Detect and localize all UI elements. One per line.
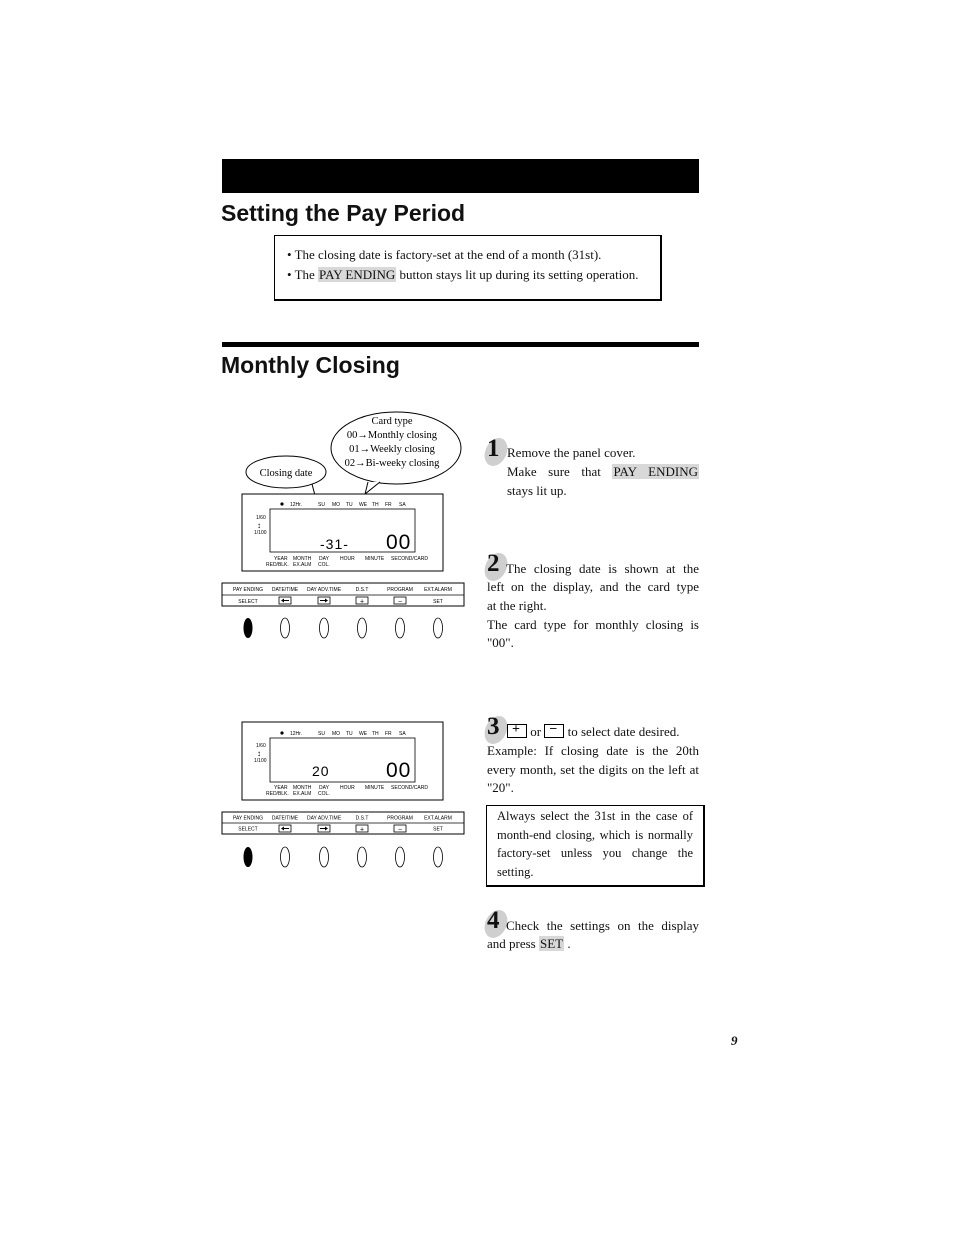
svg-text:1/100: 1/100 bbox=[254, 758, 267, 764]
svg-text:WE: WE bbox=[359, 502, 368, 508]
tip-box bbox=[486, 805, 705, 887]
svg-text:EXT.ALARM: EXT.ALARM bbox=[424, 587, 452, 593]
step-2-line-3: at the right. bbox=[487, 598, 547, 613]
step-2-line-5: "00". bbox=[487, 635, 514, 650]
svg-text:SU: SU bbox=[318, 502, 325, 508]
section-rule bbox=[222, 342, 699, 347]
lcd-left-value-2: 20 bbox=[312, 763, 330, 779]
svg-text:TU: TU bbox=[346, 502, 353, 508]
svg-text:DATE/TIME: DATE/TIME bbox=[271, 587, 299, 593]
card-type-line-4: 02→Bi-weeky closing bbox=[344, 458, 440, 469]
step-1-line-1: Remove the panel cover. bbox=[507, 445, 636, 460]
svg-text:TU: TU bbox=[346, 731, 353, 737]
header-bar bbox=[222, 159, 699, 193]
svg-text:SECOND/CARD: SECOND/CARD bbox=[391, 785, 428, 791]
svg-text:−: − bbox=[397, 598, 403, 606]
step-1-line-2: Make sure that PAY ENDING bbox=[507, 464, 698, 479]
step-2-number: 2 bbox=[487, 550, 500, 577]
svg-text:HOUR: HOUR bbox=[340, 785, 355, 791]
lcd-right-value-2: 00 bbox=[386, 759, 412, 782]
svg-text:YEAR: YEAR bbox=[274, 785, 288, 791]
step-4-number: 4 bbox=[487, 907, 500, 934]
svg-text:DAY: DAY bbox=[319, 556, 329, 562]
svg-text:1/60: 1/60 bbox=[256, 743, 266, 749]
svg-text:HOUR: HOUR bbox=[340, 556, 355, 562]
svg-text:WE: WE bbox=[359, 731, 368, 737]
svg-text:SA: SA bbox=[399, 502, 406, 508]
svg-text:FR: FR bbox=[385, 731, 392, 737]
tip-text: Always select the 31st in the case of month-end closing, which is normally factory-set unless you change the setting. bbox=[497, 809, 693, 879]
svg-text:↕: ↕ bbox=[257, 749, 261, 758]
svg-text:MONTH: MONTH bbox=[293, 785, 312, 791]
svg-text:12Hr.: 12Hr. bbox=[290, 502, 302, 508]
svg-text:1/60: 1/60 bbox=[256, 515, 266, 521]
section-title: Setting the Pay Period bbox=[221, 200, 466, 226]
step-3-number: 3 bbox=[487, 713, 500, 740]
svg-text:DAY: DAY bbox=[319, 785, 329, 791]
step-1-number: 1 bbox=[487, 435, 500, 462]
step-4-line-2: and press SET . bbox=[487, 936, 571, 951]
card-type-line-2: 00→Monthly closing bbox=[346, 430, 438, 441]
svg-text:COL.: COL. bbox=[318, 791, 330, 797]
svg-text:PROGRAM: PROGRAM bbox=[387, 815, 413, 822]
svg-text:TH: TH bbox=[372, 502, 379, 508]
svg-text:SELECT: SELECT bbox=[238, 599, 258, 605]
step-4-line-1: Check the settings on the display bbox=[506, 918, 699, 933]
svg-text:1/100: 1/100 bbox=[254, 530, 267, 536]
svg-text:SA: SA bbox=[399, 731, 406, 737]
diagram-2 bbox=[220, 714, 470, 874]
step-3-line-3: every month, set the digits on the left at bbox=[487, 762, 699, 777]
svg-text:D.S.T: D.S.T bbox=[355, 815, 369, 822]
up-down-arrow: ↕ bbox=[257, 521, 261, 530]
diagram-1 bbox=[220, 408, 470, 648]
plus-key-inline: + bbox=[507, 724, 527, 738]
svg-text:EX.ALM: EX.ALM bbox=[293, 791, 312, 797]
svg-text:MINUTE: MINUTE bbox=[365, 556, 385, 562]
svg-text:12Hr.: 12Hr. bbox=[290, 731, 302, 737]
step-3-line-1: + or − to select date desired. bbox=[507, 723, 699, 742]
svg-text:MONTH: MONTH bbox=[293, 556, 312, 562]
minus-key-inline: − bbox=[544, 724, 564, 738]
note-2: • The PAY ENDING button stays lit up during its setting operation. bbox=[287, 267, 639, 282]
svg-text:PROGRAM: PROGRAM bbox=[387, 587, 413, 593]
page-number: 9 bbox=[731, 1033, 738, 1048]
svg-text:TH: TH bbox=[372, 731, 379, 737]
card-type-line-1: Card type bbox=[371, 416, 413, 427]
svg-text:EXT.ALARM: EXT.ALARM bbox=[424, 815, 452, 822]
svg-text:SET: SET bbox=[433, 599, 443, 605]
svg-text:SET: SET bbox=[433, 826, 443, 833]
svg-text:PAY ENDING: PAY ENDING bbox=[232, 815, 264, 822]
svg-text:D.S.T: D.S.T bbox=[355, 587, 369, 593]
step-3-line-4: "20". bbox=[487, 780, 514, 795]
step-1-line-3: stays lit up. bbox=[507, 483, 567, 498]
svg-text:YEAR: YEAR bbox=[274, 556, 288, 562]
step-3-line-2: Example: If closing date is the 20th bbox=[487, 743, 699, 758]
svg-text:RED/BLK.: RED/BLK. bbox=[266, 791, 289, 797]
step-2-line-2: left on the display, and the card type bbox=[487, 579, 699, 594]
svg-text:SU: SU bbox=[318, 731, 325, 737]
note-1: • The closing date is factory-set at the end of a month (31st). bbox=[287, 247, 602, 262]
svg-text:MO: MO bbox=[332, 731, 341, 737]
closing-date-label: Closing date bbox=[259, 468, 313, 479]
svg-text:RED/BLK.: RED/BLK. bbox=[266, 562, 289, 568]
svg-text:+: + bbox=[359, 826, 365, 834]
svg-text:−: − bbox=[397, 826, 403, 834]
pay-ending-highlight: PAY ENDING bbox=[319, 267, 396, 282]
svg-text:EX.ALM: EX.ALM bbox=[293, 562, 312, 568]
svg-text:MINUTE: MINUTE bbox=[365, 785, 385, 791]
svg-text:+: + bbox=[359, 598, 365, 606]
svg-text:DATE/TIME: DATE/TIME bbox=[271, 815, 299, 822]
svg-text:PAY ENDING: PAY ENDING bbox=[232, 587, 264, 593]
svg-text:DAY ADV.TIME: DAY ADV.TIME bbox=[306, 587, 342, 593]
lcd-right-value: 00 bbox=[386, 531, 412, 554]
step-2-line-1: The closing date is shown at the bbox=[506, 561, 699, 576]
card-type-line-3: 01→Weekly closing bbox=[349, 444, 435, 455]
note-box bbox=[274, 235, 662, 301]
svg-text:COL.: COL. bbox=[318, 562, 330, 568]
svg-text:MO: MO bbox=[332, 502, 341, 508]
subsection-title: Monthly Closing bbox=[221, 352, 400, 378]
lcd-left-value: -31- bbox=[320, 536, 349, 552]
pay-ending-lit-button bbox=[244, 618, 253, 638]
svg-text:SECOND/CARD: SECOND/CARD bbox=[391, 556, 428, 562]
svg-text:DAY ADV.TIME: DAY ADV.TIME bbox=[306, 815, 342, 822]
svg-text:SELECT: SELECT bbox=[238, 826, 258, 833]
step-2-line-4: The card type for monthly closing is bbox=[487, 617, 699, 632]
svg-text:FR: FR bbox=[385, 502, 392, 508]
